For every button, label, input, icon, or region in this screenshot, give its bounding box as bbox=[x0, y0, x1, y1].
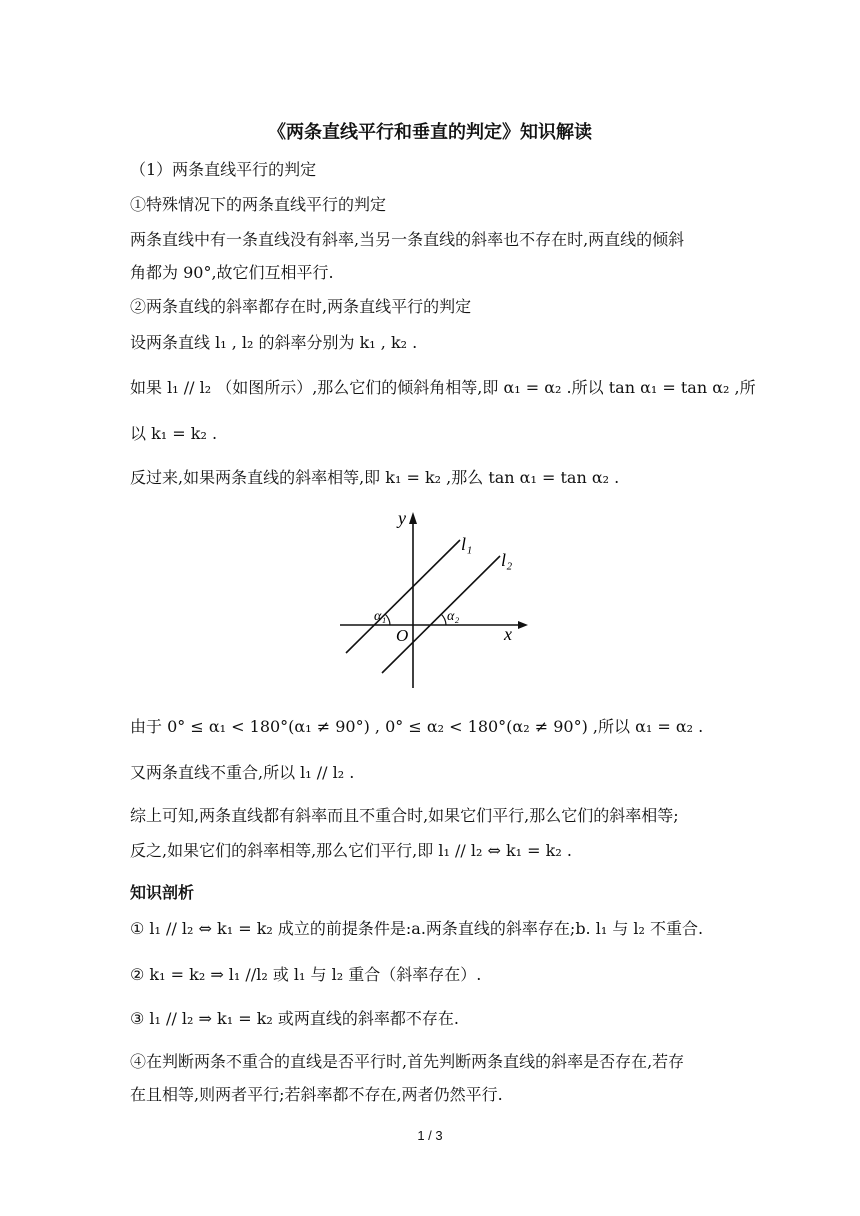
page-number: 1 / 3 bbox=[417, 1128, 443, 1143]
angle1-label: α₁ bbox=[374, 609, 387, 624]
analysis-item: ② k₁ = k₂ ⇒ l₁ //l₂ 或 l₁ 与 l₂ 重合（斜率存在）. bbox=[130, 965, 482, 984]
section-heading-parallel: （1）两条直线平行的判定 bbox=[130, 160, 317, 179]
analysis-item: ④在判断两条不重合的直线是否平行时,首先判断两条直线的斜率是否存在,若存 bbox=[130, 1052, 685, 1071]
document-title: 《两条直线平行和垂直的判定》知识解读 bbox=[268, 122, 592, 143]
paragraph-line: 角都为 90°,故它们互相平行. bbox=[130, 263, 334, 282]
paragraph-line: 反之,如果它们的斜率相等,那么它们平行,即 l₁ // l₂ ⇔ k₁ = k₂ . bbox=[130, 841, 572, 860]
paragraph-line: 综上可知,两条直线都有斜率而且不重合时,如果它们平行,那么它们的斜率相等; bbox=[130, 806, 679, 825]
x-axis-arrow bbox=[518, 621, 528, 629]
parallel-lines-figure bbox=[330, 508, 530, 693]
analysis-item: 在且相等,则两者平行;若斜率都不存在,两者仍然平行. bbox=[130, 1085, 503, 1104]
x-axis-label: x bbox=[504, 624, 512, 644]
analysis-item: ① l₁ // l₂ ⇔ k₁ = k₂ 成立的前提条件是:a.两条直线的斜率存在;b. l₁ 与 l₂ 不重合. bbox=[130, 919, 704, 938]
origin-label: O bbox=[396, 626, 409, 645]
y-axis-label: y bbox=[398, 508, 406, 528]
angle2-arc bbox=[441, 614, 446, 625]
subsection-slopes-exist: ②两条直线的斜率都存在时,两条直线平行的判定 bbox=[130, 297, 472, 316]
subsection-special-case: ①特殊情况下的两条直线平行的判定 bbox=[130, 195, 387, 214]
paragraph-line: 如果 l₁ // l₂ （如图所示）,那么它们的倾斜角相等,即 α₁ = α₂ .所以 tan α₁ = tan α₂ ,所 bbox=[130, 378, 756, 397]
line1-label: l₁ bbox=[461, 534, 473, 554]
paragraph-line: 反过来,如果两条直线的斜率相等,即 k₁ = k₂ ,那么 tan α₁ = tan α₂ . bbox=[130, 468, 620, 487]
angle2-label: α₂ bbox=[447, 609, 460, 624]
paragraph-line: 两条直线中有一条直线没有斜率,当另一条直线的斜率也不存在时,两直线的倾斜 bbox=[130, 230, 685, 249]
line2-label: l₂ bbox=[501, 550, 513, 570]
section-heading-analysis: 知识剖析 bbox=[130, 883, 195, 902]
paragraph-line: 又两条直线不重合,所以 l₁ // l₂ . bbox=[130, 763, 355, 782]
paragraph-line: 以 k₁ = k₂ . bbox=[130, 424, 218, 443]
paragraph-line: 由于 0° ≤ α₁ < 180°(α₁ ≠ 90°) , 0° ≤ α₂ < 180°(α₂ ≠ 90°) ,所以 α₁ = α₂ . bbox=[130, 717, 704, 736]
paragraph-line: 设两条直线 l₁ , l₂ 的斜率分别为 k₁ , k₂ . bbox=[130, 333, 418, 352]
analysis-item: ③ l₁ // l₂ ⇒ k₁ = k₂ 或两直线的斜率都不存在. bbox=[130, 1009, 459, 1028]
y-axis-arrow bbox=[409, 512, 417, 524]
